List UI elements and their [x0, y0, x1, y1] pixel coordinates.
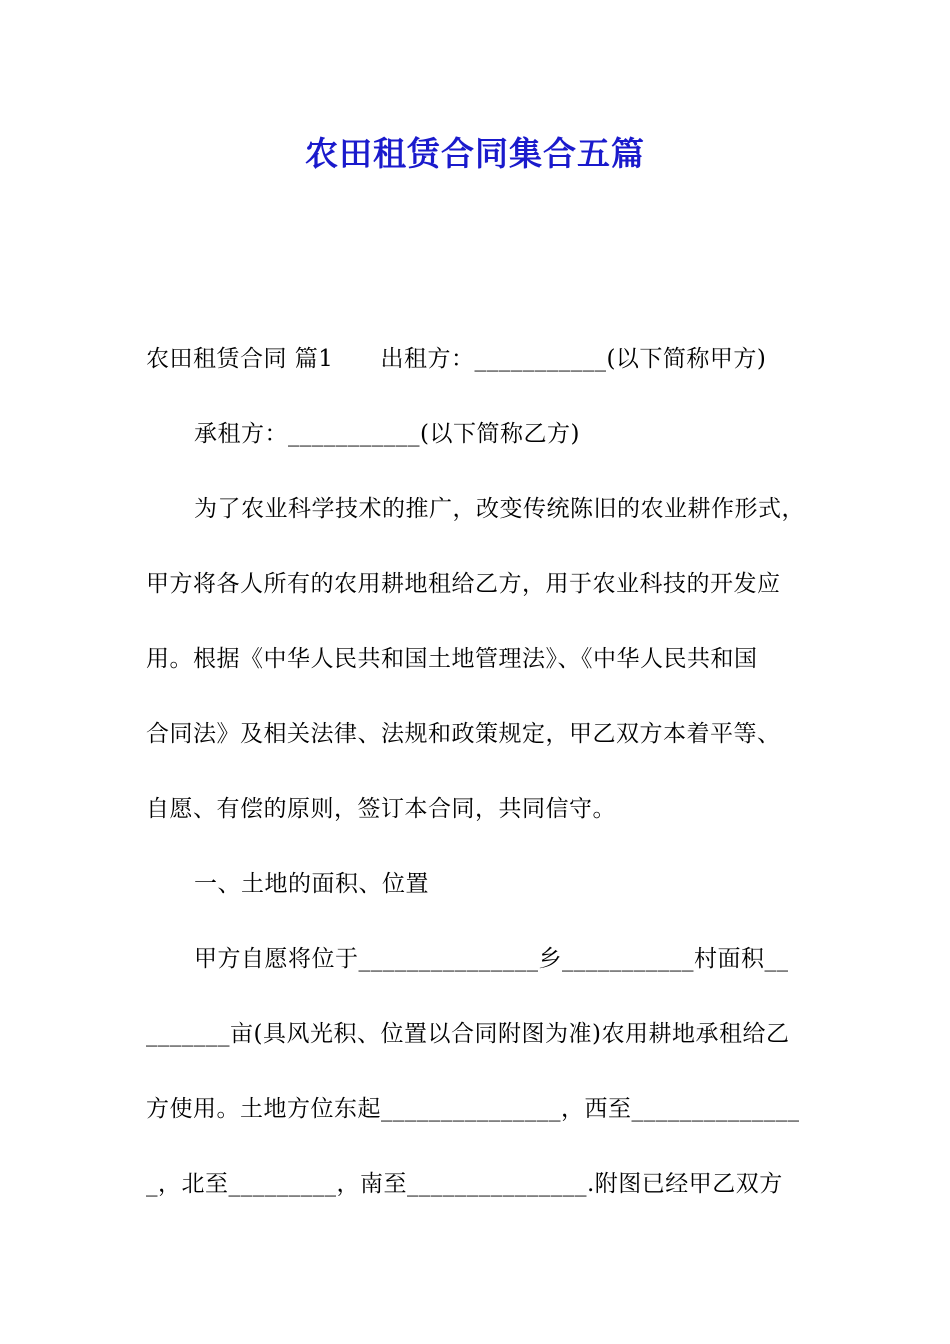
- paragraph-line: 方使用。土地方位东起_______________，西至______________: [146, 1096, 800, 1122]
- clause-heading: 一、土地的面积、位置: [194, 871, 429, 897]
- paragraph-line: 甲方自愿将位于_______________乡___________村面积__: [194, 946, 789, 972]
- section-heading-line: 农田租赁合同 篇1 出租方：___________(以下简称甲方): [146, 346, 767, 372]
- paragraph-line: 自愿、有偿的原则，签订本合同，共同信守。: [146, 796, 616, 822]
- paragraph-line: 用。根据《中华人民共和国土地管理法》、《中华人民共和国: [146, 646, 758, 672]
- document-title: 农田租赁合同集合五篇: [305, 134, 645, 173]
- paragraph-line: _______亩(具风光积、位置以合同附图为准)农用耕地承租给乙: [146, 1021, 790, 1047]
- paragraph-line: 甲方将各人所有的农用耕地租给乙方，用于农业科技的开发应: [146, 571, 781, 597]
- paragraph-line: _，北至_________，南至_______________.附图已经甲乙双方: [146, 1171, 783, 1197]
- paragraph-line: 为了农业科学技术的推广，改变传统陈旧的农业耕作形式，: [194, 496, 805, 522]
- paragraph-line: 合同法》及相关法律、法规和政策规定，甲乙双方本着平等、: [146, 721, 781, 747]
- lessee-line: 承租方：___________(以下简称乙方): [194, 421, 580, 447]
